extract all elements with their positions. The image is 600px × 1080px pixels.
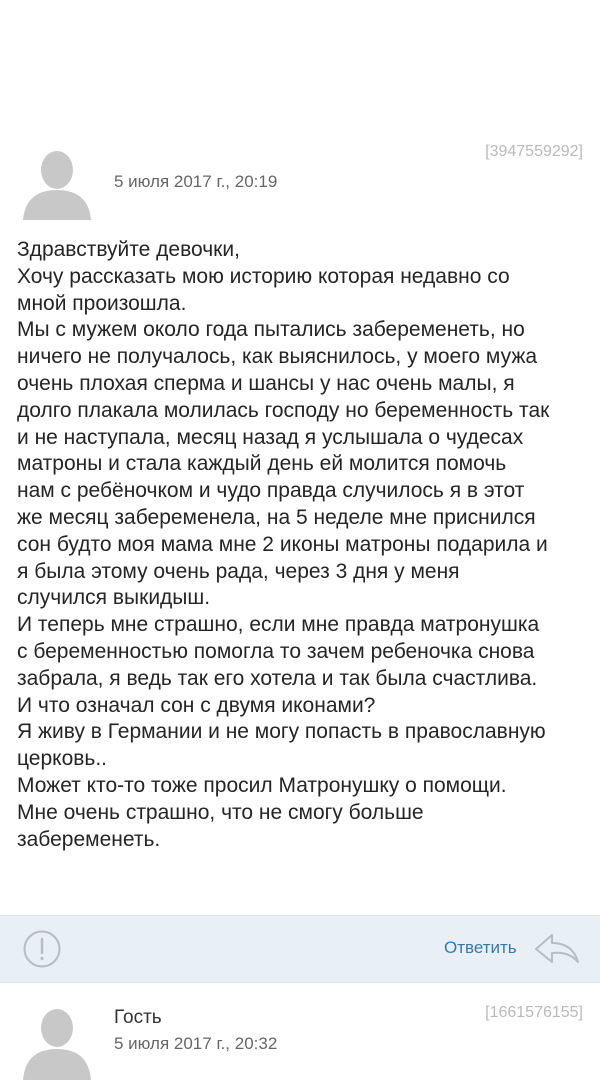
comment-line: забеременеть. — [17, 827, 161, 851]
reply-arrow-icon[interactable] — [534, 932, 580, 966]
comment-line: церковь.. — [17, 747, 108, 771]
comment-date: 5 июля 2017 г., 20:32 — [114, 1034, 278, 1053]
comment-line: с беременностью помогла то зачем ребеночка снова — [17, 639, 535, 663]
comment-line: И что означал сон с двумя иконами? — [17, 693, 376, 717]
comment-line: И теперь мне страшно, если мне правда матронушка — [17, 613, 540, 637]
comment-line: Мне очень страшно, что не смогу больше — [17, 800, 424, 824]
guest-avatar-icon — [17, 140, 97, 220]
comment-date: 5 июля 2017 г., 20:19 — [114, 172, 278, 191]
comment-action-bar — [0, 915, 600, 983]
comment-line: же месяц забеременела, на 5 неделе мне приснился — [17, 505, 536, 529]
comment-id: [1661576155] — [485, 1004, 583, 1021]
comment-line: Здравствуйте девочки, — [17, 238, 240, 261]
comment-line: Может кто-то тоже просил Матронушку о помощи. — [17, 773, 507, 797]
comment-line: ничего не получалось, как выяснилось, у моего мужа — [17, 345, 538, 369]
comment-line: и не наступала, месяц назад я услышала о чудесах — [17, 425, 524, 449]
comment-line: случился выкидыш. — [17, 586, 211, 610]
comment-body — [17, 237, 592, 853]
comment-line: я была этому очень рада, через 3 дня у меня — [17, 559, 460, 583]
comment-line: Хочу рассказать мою историю которая недавно со — [17, 264, 510, 288]
avatar — [17, 140, 97, 220]
comment-line: Я живу в Германии и не могу попасть в православную — [17, 720, 546, 744]
comment-line: сон будто моя мама мне 2 иконы матроны подарила и — [17, 532, 548, 556]
comment-author[interactable]: Гость — [114, 1007, 162, 1028]
avatar — [17, 1000, 97, 1080]
exclamation-circle-icon — [22, 929, 62, 969]
comment-line: мной произошла. — [17, 291, 187, 315]
report-button[interactable] — [22, 929, 62, 969]
comment-line: забрала, я ведь так его хотела и так была счастлива. — [17, 666, 538, 690]
comment-line: матроны и стала каждый день ей молится помочь — [17, 452, 507, 476]
guest-avatar-icon — [17, 1000, 97, 1080]
comment-line: долго плакала молилась господу но беременность так — [17, 398, 550, 422]
comment-id: [3947559292] — [485, 143, 583, 160]
reply-button[interactable]: Ответить — [444, 938, 517, 957]
comment-line: нам с ребёночком и чудо правда случилось я в этот — [17, 479, 525, 503]
comment-line: очень плохая сперма и шансы у нас очень малы, я — [17, 371, 515, 395]
comment-line: Мы с мужем около года пытались забеременеть, но — [17, 318, 525, 342]
